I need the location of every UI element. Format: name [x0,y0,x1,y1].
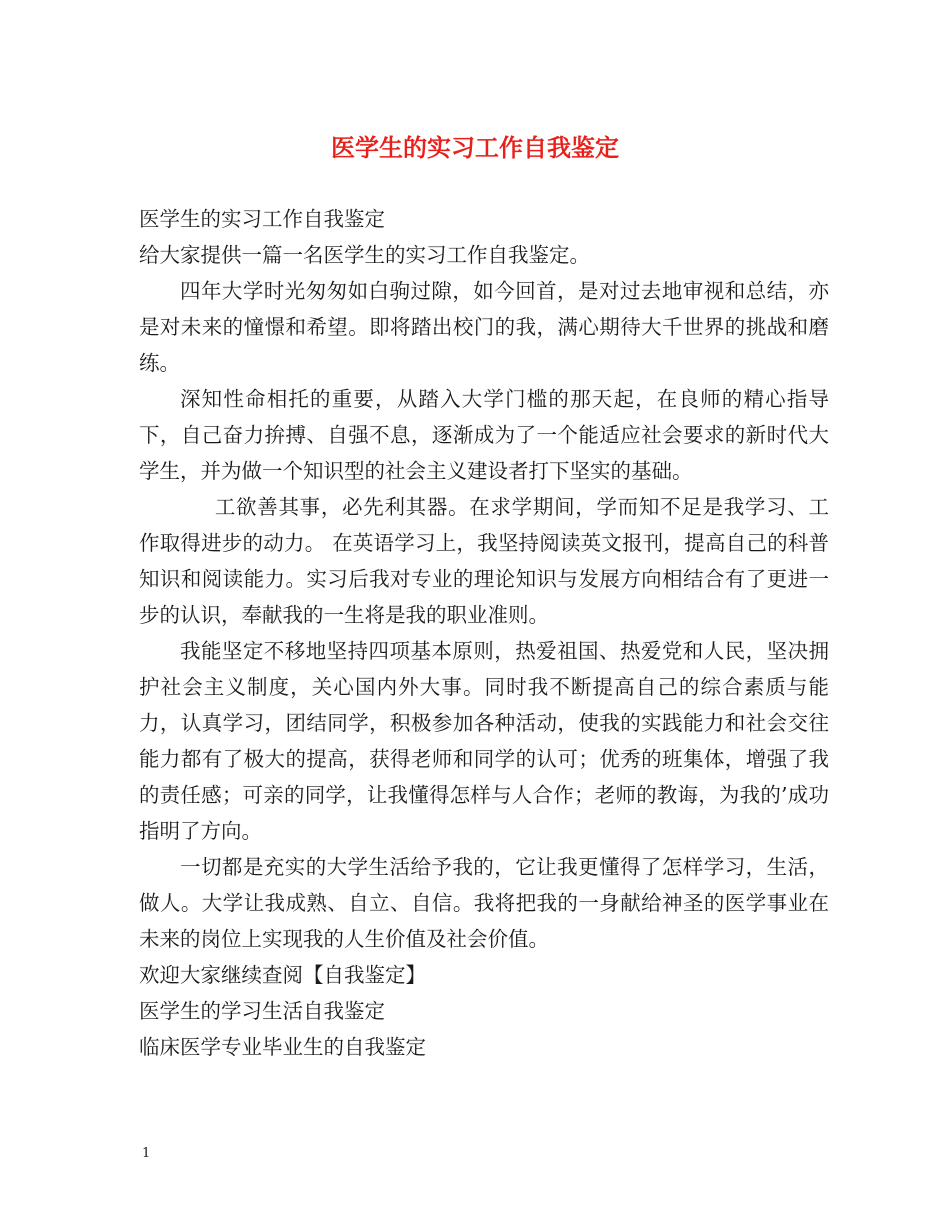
paragraph-study: 工欲善其事，必先利其器。在求学期间，学而知不足是我学习、工作取得进步的动力。 在英语学习上，我坚持阅读英文报刊，提高自己的科普知识和阅读能力。实习后我对专业的理论知识与发展方向相结合有了更进一步的认识，奉献我的一生将是我的职业准则。 [139,495,829,627]
related-link[interactable]: 医学生的学习生活自我鉴定 [139,999,385,1023]
paragraph-reflection: 四年大学时光匆匆如白驹过隙，如今回首，是对过去地审视和总结，亦是对未来的憧憬和希望。即将踏出校门的我，满心期待大千世界的挑战和磨练。 [139,279,829,375]
page-number: 1 [142,1146,151,1161]
intro-line: 给大家提供一篇一名医学生的实习工作自我鉴定。 [139,243,590,267]
document-body [139,201,829,1065]
paragraph-character: 我能坚定不移地坚持四项基本原则，热爱祖国、热爱党和人民，坚决拥护社会主义制度，关心国内外大事。同时我不断提高自己的综合素质与能力，认真学习，团结同学，积极参加各种活动，使我的实践能力和社会交往能力都有了极大的提高，获得老师和同学的认可；优秀的班集体，增强了我的责任感；可亲的同学，让我懂得怎样与人合作；老师的教诲，为我的’成功指明了方向。 [139,639,829,843]
related-link[interactable]: 临床医学专业毕业生的自我鉴定 [139,1035,426,1059]
subtitle-line: 医学生的实习工作自我鉴定 [139,207,385,231]
paragraph-conclusion: 一切都是充实的大学生活给予我的，它让我更懂得了怎样学习，生活，做人。大学让我成熟、自立、自信。我将把我的一身献给神圣的医学事业在未来的岗位上实现我的人生价值及社会价值。 [139,855,829,951]
paragraph-growth: 深知性命相托的重要，从踏入大学门槛的那天起，在良师的精心指导下，自己奋力拚搏、自强不息，逐渐成为了一个能适应社会要求的新时代大学生，并为做一个知识型的社会主义建设者打下坚实的基础。 [139,387,829,483]
related-heading: 欢迎大家继续查阅【自我鉴定】 [139,963,426,987]
document-title: 医学生的实习工作自我鉴定 [331,133,619,162]
